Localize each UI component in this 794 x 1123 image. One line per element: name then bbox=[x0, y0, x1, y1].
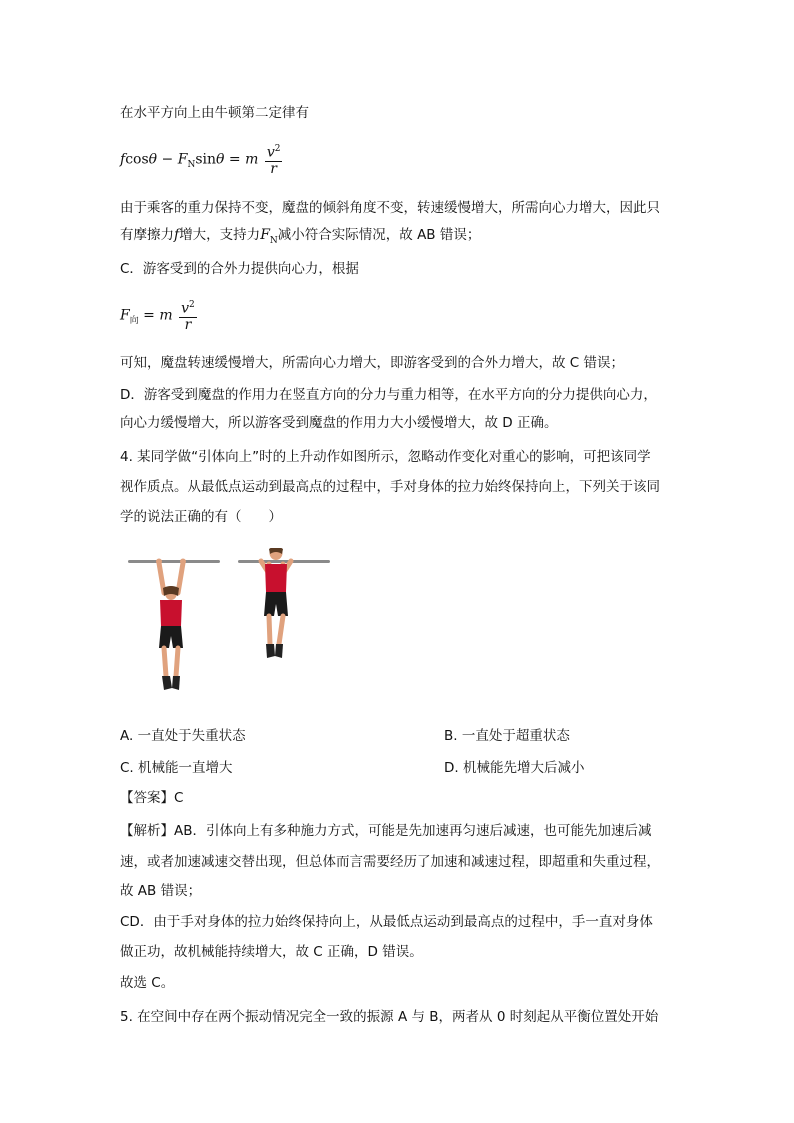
formula-centripetal-force: $F_向 = m$ $\frac{v^2}{r}$ bbox=[120, 300, 195, 333]
left-shoe-1 bbox=[162, 676, 172, 690]
text-line-gravity-unchanged: 由于乘客的重力保持不变，魔盘的倾斜角度不变，转速缓慢增大，所需向心力增大，因此只 bbox=[120, 200, 660, 216]
question-4-line-2: 视作质点。从最低点运动到最高点的过程中，手对身体的拉力始终保持向上，下列关于该同 bbox=[120, 479, 660, 495]
fraction-v2-over-r-2: $\frac{v^2}{r}$ bbox=[181, 300, 195, 333]
text-line-newton: 在水平方向上由牛顿第二定律有 bbox=[120, 105, 309, 121]
fraction-v2-over-r: $\frac{v^2}{r}$ bbox=[266, 144, 281, 177]
analysis-line-3: 故 AB 错误； bbox=[120, 883, 202, 899]
text-line-speed-increase: 可知，魔盘转速缓慢增大，所需向心力增大，即游客受到的合外力增大，故 C 错误； bbox=[120, 355, 625, 371]
analysis-tag: 【解析】 bbox=[120, 823, 174, 839]
right-shoe-2 bbox=[275, 644, 283, 658]
left-leg-1 bbox=[164, 648, 166, 676]
pull-up-illustration bbox=[128, 548, 333, 710]
answer-value: C bbox=[174, 790, 184, 806]
left-leg-2 bbox=[269, 616, 270, 644]
right-leg-2 bbox=[279, 616, 283, 644]
option-a: A. 一直处于失重状态 bbox=[120, 728, 246, 744]
shorts-2 bbox=[264, 592, 288, 616]
analysis-line-5: 做正功，故机械能持续增大，故 C 正确，D 错误。 bbox=[120, 944, 423, 960]
analysis-line-4: CD．由于手对身体的拉力始终保持向上，从最低点运动到最高点的过程中，手一直对身体 bbox=[120, 914, 653, 930]
formula-newton-horizontal: $fcos\theta - F_N\sin\theta = m$ $\frac{v^2}{r}$ bbox=[120, 144, 281, 177]
option-c: C. 机械能一直增大 bbox=[120, 760, 233, 776]
analysis-line-2: 速，或者加速减速交替出现，但总体而言需要经历了加速和减速过程，即超重和失重过程， bbox=[120, 854, 660, 870]
question-5-line-1: 5. 在空间中存在两个振动情况完全一致的振源 A 与 B，两者从 0 时刻起从平衡位置处开始 bbox=[120, 1009, 659, 1025]
text-line-option-d-cont: 向心力缓慢增大，所以游客受到魔盘的作用力大小缓慢增大，故 D 正确。 bbox=[120, 415, 558, 431]
right-leg-1 bbox=[176, 648, 178, 676]
shirt-1 bbox=[160, 600, 182, 626]
shirt-2 bbox=[265, 564, 287, 592]
shorts-1 bbox=[159, 626, 183, 648]
question-4-line-3: 学的说法正确的有（ ） bbox=[120, 509, 282, 525]
option-d: D. 机械能先增大后减小 bbox=[444, 760, 585, 776]
question-4-line-1: 4. 某同学做“引体向上”时的上升动作如图所示，忽略动作变化对重心的影响，可把该同学 bbox=[120, 449, 651, 465]
text-line-friction-increase: 有摩擦力f增大，支持力$F_N$减小符合实际情况，故 AB 错误； bbox=[120, 227, 481, 246]
right-shoe-1 bbox=[172, 676, 180, 690]
pull-up-bar-1 bbox=[128, 560, 220, 563]
option-b: B. 一直处于超重状态 bbox=[444, 728, 570, 744]
answer-tag: 【答案】 bbox=[120, 790, 174, 806]
person-lowest-position bbox=[128, 559, 220, 691]
left-shoe-2 bbox=[266, 644, 275, 658]
analysis-line-1: 【解析】AB．引体向上有多种施力方式，可能是先加速再匀速后减速，也可能先加速后减 bbox=[120, 823, 652, 839]
text-line-option-c-intro: C．游客受到的合外力提供向心力，根据 bbox=[120, 261, 359, 277]
person-highest-position bbox=[238, 548, 330, 658]
text-line-option-d: D．游客受到魔盘的作用力在竖直方向的分力与重力相等，在水平方向的分力提供向心力， bbox=[120, 387, 657, 403]
answer-line bbox=[120, 788, 183, 808]
analysis-line-6: 故选 C。 bbox=[120, 975, 175, 991]
